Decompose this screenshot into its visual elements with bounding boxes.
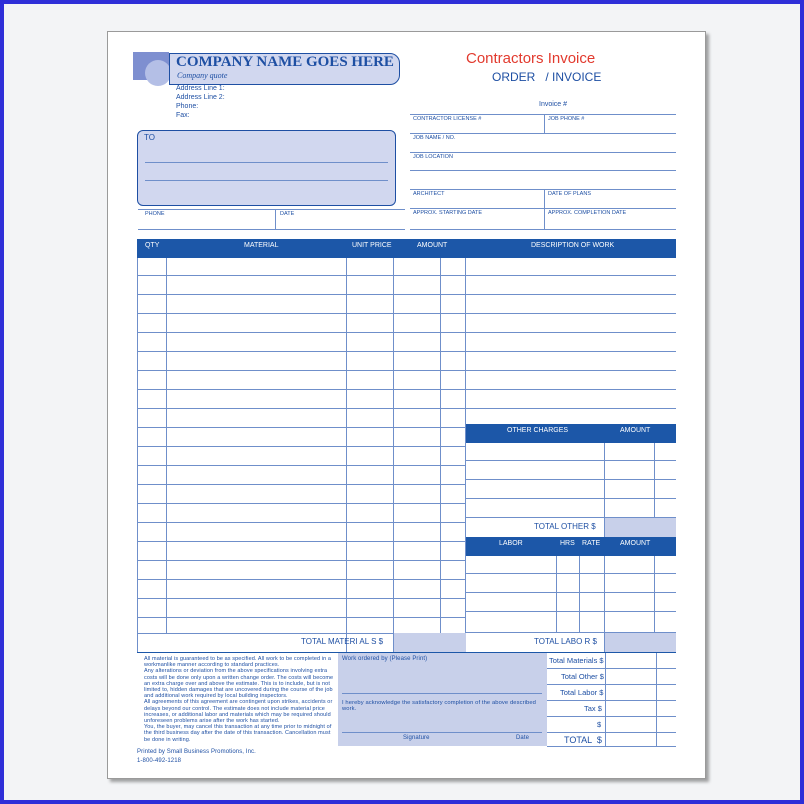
address-line-1: Address Line 1:	[176, 85, 225, 92]
signature-date-label[interactable]: Date	[516, 735, 530, 741]
totals-other-label: Total Other $	[561, 672, 604, 681]
total-other-field[interactable]	[605, 518, 676, 537]
term-3: All agreements of this agreement are contingent upon strikes, accidents or delays beyond our control. The estimate does not include material price increases, or additional labor and materials which may be required should unforeseen problems arise after the work has started.	[144, 699, 333, 725]
phone-label: PHONE	[145, 211, 165, 217]
logo-circle	[145, 60, 171, 86]
labor-grid[interactable]	[466, 556, 676, 632]
printer-line-1: Printed by Small Business Promotions, Inc.	[137, 749, 256, 755]
terms-list	[144, 656, 336, 743]
to-box[interactable]	[137, 130, 396, 206]
invoice-title: Contractors Invoice	[466, 50, 596, 67]
total-labor-field[interactable]	[605, 633, 676, 652]
date-of-plans-field: DATE OF PLANS	[548, 191, 591, 197]
totals-labor-label: Total Labor $	[560, 688, 604, 697]
acknowledge-text: I hereby acknowledge the satisfactory completion of the above described work.	[342, 700, 536, 712]
totals-materials-label: Total Materials $	[549, 656, 604, 665]
total-labor-label: TOTAL LABO R $	[534, 637, 597, 646]
other-charges-grid[interactable]	[466, 443, 676, 519]
total-materials-field[interactable]	[394, 633, 466, 652]
other-charges-amount: AMOUNT	[620, 427, 651, 434]
labor-hrs: HRS	[560, 540, 575, 547]
invoice-number-label: Invoice #	[539, 101, 568, 108]
qty-header: QTY	[145, 242, 160, 249]
grand-total-label: TOTAL $	[564, 735, 602, 745]
job-phone-field: JOB PHONE #	[548, 116, 585, 122]
amount-header: AMOUNT	[417, 242, 448, 249]
material-header: MATERIAL	[244, 242, 279, 249]
unit-price-header: UNIT PRICE	[352, 242, 392, 249]
other-charges-header	[466, 424, 676, 443]
materials-grid[interactable]	[137, 258, 466, 633]
contractor-license-field: CONTRACTOR LICENSE #	[413, 116, 482, 122]
totals-table	[547, 653, 676, 746]
approx-start-field: APPROX. STARTING DATE	[413, 210, 483, 216]
materials-header	[137, 239, 676, 258]
address-line-2: Address Line 2:	[176, 94, 225, 101]
to-label: TO	[144, 133, 155, 142]
total-materials-label: TOTAL MATERI AL S $	[301, 637, 384, 646]
date-label: DATE	[280, 211, 295, 217]
totals-blank-label: $	[597, 720, 602, 729]
term-4: You, the buyer, may cancel this transaction at any time prior to midnight of the third business day after the date of this transaction. Cancellation must be done in writing.	[144, 724, 332, 743]
architect-field: ARCHITECT	[413, 191, 445, 197]
labor-header	[466, 537, 676, 556]
invoice-form	[107, 31, 706, 779]
fax-line: Fax:	[176, 112, 190, 119]
other-charges-label: OTHER CHARGES	[507, 427, 569, 434]
labor-amount: AMOUNT	[620, 540, 651, 547]
totals-tax-label: Tax $	[584, 704, 602, 713]
phone-line: Phone:	[176, 103, 199, 110]
signature-label[interactable]: Signature	[403, 735, 430, 741]
job-name-field: JOB NAME / NO.	[413, 135, 456, 141]
company-name: COMPANY NAME GOES HERE	[176, 54, 394, 70]
labor-label: LABOR	[499, 540, 523, 547]
approx-completion-field: APPROX. COMPLETION DATE	[548, 210, 627, 216]
description-area[interactable]	[466, 258, 676, 424]
job-location-field: JOB LOCATION	[413, 154, 453, 160]
company-quote: Company quote	[177, 71, 228, 80]
printer-line-2: 1-800-492-1218	[137, 758, 182, 764]
term-1: All material is guaranteed to be as specified. All work to be completed in a workmanlike manner according to standard practices.	[144, 656, 332, 669]
labor-rate: RATE	[582, 540, 601, 547]
description-header: DESCRIPTION OF WORK	[531, 242, 615, 249]
work-ordered-by-label: Work ordered by (Please Print)	[342, 656, 428, 662]
invoice-subtitle: ORDER / INVOICE	[492, 70, 602, 84]
term-2: Any alterations or deviation from the above specifications involving extra costs will be done only upon a written change order. The costs will become an extra charge over and above the estimate. This is to include, but is not limited to, hidden damages that are uncovered during the course of the job and additional work required by local building inspectors.	[144, 668, 334, 700]
total-other-label: TOTAL OTHER $	[534, 522, 596, 531]
